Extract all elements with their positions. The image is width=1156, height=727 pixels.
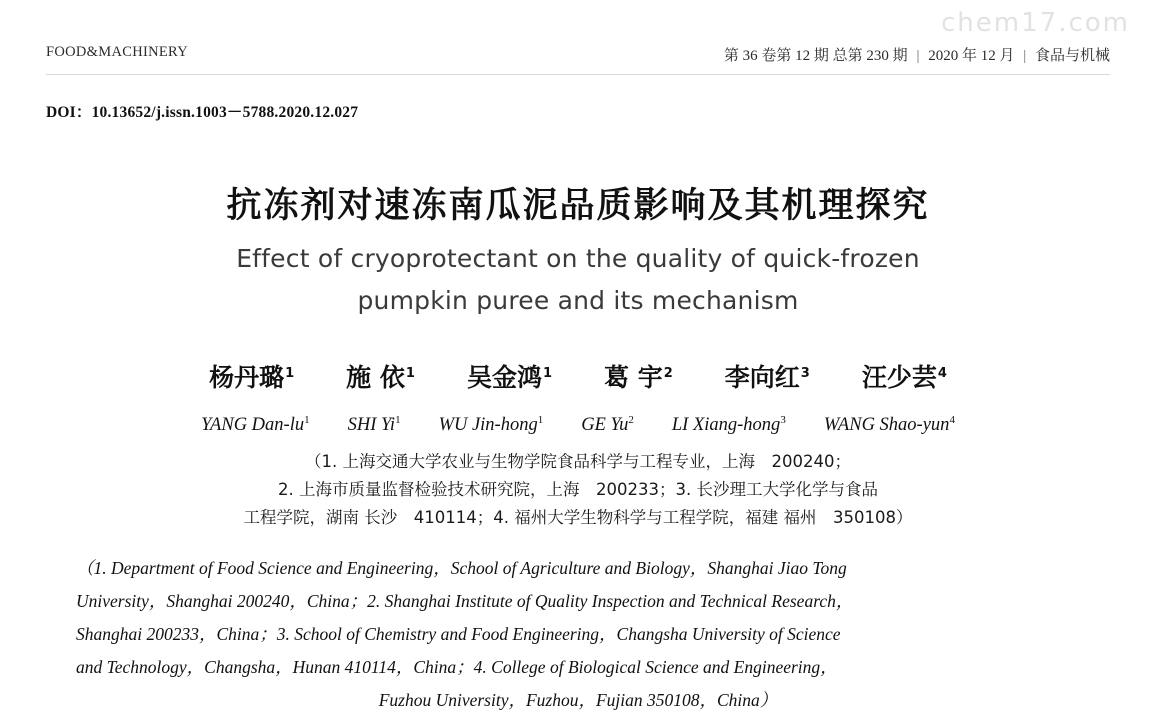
- author-cn-5-affil-mark: 3: [800, 365, 810, 381]
- watermark-text: chem17.com: [941, 8, 1130, 38]
- affiliation-en-line-2: University，Shanghai 200240，China；2. Shanghai Institute of Quality Inspection and Technical Research，: [76, 591, 854, 611]
- author-en-1-affil-mark: 1: [304, 414, 310, 426]
- authors-english: [46, 414, 1110, 436]
- issue-separator-2: |: [1023, 48, 1027, 64]
- affiliations-chinese: [150, 448, 1006, 532]
- author-en-6-name: WANG Shao-yun: [823, 415, 950, 436]
- author-cn-1: [209, 358, 294, 394]
- authors-chinese: [46, 358, 1110, 394]
- author-cn-2-affil-mark: 1: [405, 365, 415, 381]
- issue-volume: 第 36 卷第 12 期 总第 230 期: [723, 48, 908, 64]
- running-header: [46, 44, 1110, 66]
- affiliation-cn-line-2: 2. 上海市质量监督检验技术研究院，上海 200233；3. 长沙理工大学化学与食品: [278, 480, 878, 499]
- title-english-line-2: pumpkin puree and its mechanism: [357, 286, 799, 315]
- issue-info: [724, 44, 1110, 65]
- title-english: [128, 238, 1028, 322]
- author-en-2: [348, 414, 401, 436]
- author-en-6-affil-mark: 4: [949, 414, 955, 426]
- affiliation-en-line-3: Shanghai 200233，China；3. School of Chemistry and Food Engineering，Changsha University of Science: [76, 624, 841, 644]
- author-cn-2-name: 施 依: [346, 363, 405, 392]
- journal-name-en: FOOD&MACHINERY: [46, 44, 188, 60]
- author-en-3-affil-mark: 1: [537, 414, 544, 426]
- affiliation-cn-line-1: （1. 上海交通大学农业与生物学院食品科学与工程专业，上海 200240；: [305, 452, 851, 471]
- author-en-5: [672, 414, 786, 436]
- doi-line: DOI：10.13652/j.issn.1003－5788.2020.12.027: [46, 104, 359, 121]
- author-en-4-name: GE Yu: [581, 415, 629, 436]
- author-cn-4-name: 葛 宇: [604, 363, 663, 392]
- journal-name-cn: 食品与机械: [1034, 48, 1110, 64]
- issue-separator-1: |: [916, 48, 920, 64]
- title-chinese: 抗冻剂对速冻南瓜泥品质影响及其机理探究: [226, 186, 930, 226]
- affiliation-cn-line-3: 工程学院，湖南 长沙 410114；4. 福州大学生物科学与工程学院，福建 福州 350108）: [243, 508, 913, 527]
- author-en-1-name: YANG Dan-lu: [201, 415, 305, 436]
- author-en-4: [581, 414, 634, 436]
- author-en-1: [201, 414, 310, 436]
- affiliations-english: [76, 552, 1080, 717]
- author-cn-6-name: 汪少芸: [861, 363, 937, 392]
- author-cn-3: [467, 358, 552, 394]
- author-en-2-name: SHI Yi: [347, 415, 396, 436]
- affiliation-en-line-4: and Technology，Changsha，Hunan 410114，China；4. College of Biological Science and Engineering，: [76, 657, 838, 677]
- author-en-3: [439, 414, 544, 436]
- author-cn-1-affil-mark: 1: [285, 365, 295, 381]
- author-cn-4: [604, 358, 673, 394]
- author-cn-6-affil-mark: 4: [937, 365, 947, 381]
- author-en-5-affil-mark: 3: [780, 414, 786, 426]
- author-en-3-name: WU Jin-hong: [438, 415, 538, 436]
- author-cn-5-name: 李向红: [724, 363, 800, 392]
- author-en-6: [824, 414, 955, 436]
- author-cn-3-affil-mark: 1: [542, 365, 552, 381]
- author-cn-3-name: 吴金鸿: [466, 363, 542, 392]
- issue-date: 2020 年 12 月: [928, 48, 1015, 64]
- header-divider: [46, 74, 1110, 75]
- author-cn-5: [725, 358, 810, 394]
- author-en-4-affil-mark: 2: [628, 414, 634, 426]
- affiliation-en-line-5: Fuzhou University，Fuzhou，Fujian 350108，China）: [378, 690, 778, 710]
- author-cn-4-affil-mark: 2: [663, 365, 673, 381]
- author-en-5-name: LI Xiang-hong: [671, 415, 781, 436]
- author-en-2-affil-mark: 1: [395, 414, 401, 426]
- author-cn-6: [862, 358, 947, 394]
- affiliation-en-line-1: （1. Department of Food Science and Engineering，School of Agriculture and Biology，Shanghai Jiao Tong: [76, 558, 847, 578]
- title-english-line-1: Effect of cryoprotectant on the quality of quick-frozen: [236, 244, 920, 273]
- author-cn-2: [346, 358, 415, 394]
- author-cn-1-name: 杨丹璐: [209, 363, 285, 392]
